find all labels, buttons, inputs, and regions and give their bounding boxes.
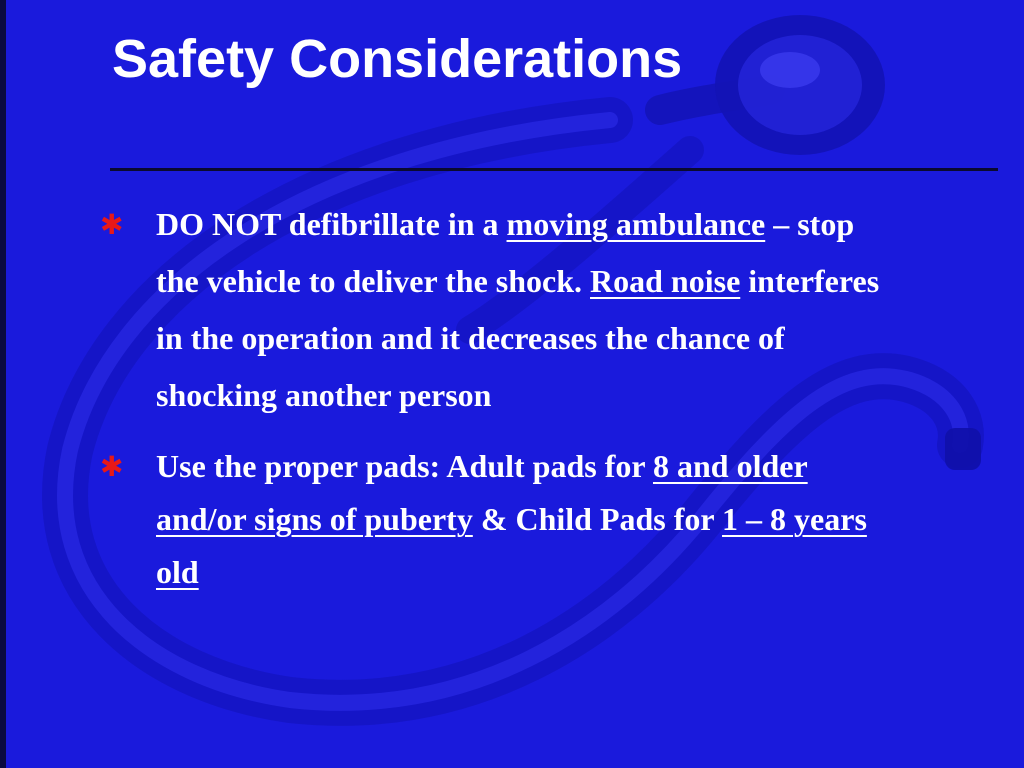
underlined-text: moving ambulance <box>506 206 766 242</box>
bullet-item <box>100 196 900 424</box>
bullet-text: – stop the vehicle to deliver the shock. <box>156 206 855 299</box>
underlined-text: Road noise <box>590 263 741 299</box>
bullet-list <box>100 196 900 599</box>
underlined-text: 8 and older and/or signs of puberty <box>156 448 808 537</box>
bullet-text: & Child Pads for <box>472 501 723 537</box>
bullet-text: Use the proper pads: Adult pads for <box>156 448 653 484</box>
bullet-text: interferes in the operation and it decreases the chance of shocking another person <box>156 263 880 413</box>
title-divider <box>110 168 998 171</box>
asterisk-bullet-icon: ✱ <box>100 208 124 241</box>
underlined-text: 1 – 8 years old <box>156 501 867 590</box>
bullet-text: DO NOT defibrillate in a <box>156 206 507 242</box>
asterisk-bullet-icon: ✱ <box>100 450 124 483</box>
bullet-item <box>100 440 900 599</box>
slide-title: Safety Considerations <box>112 29 683 89</box>
